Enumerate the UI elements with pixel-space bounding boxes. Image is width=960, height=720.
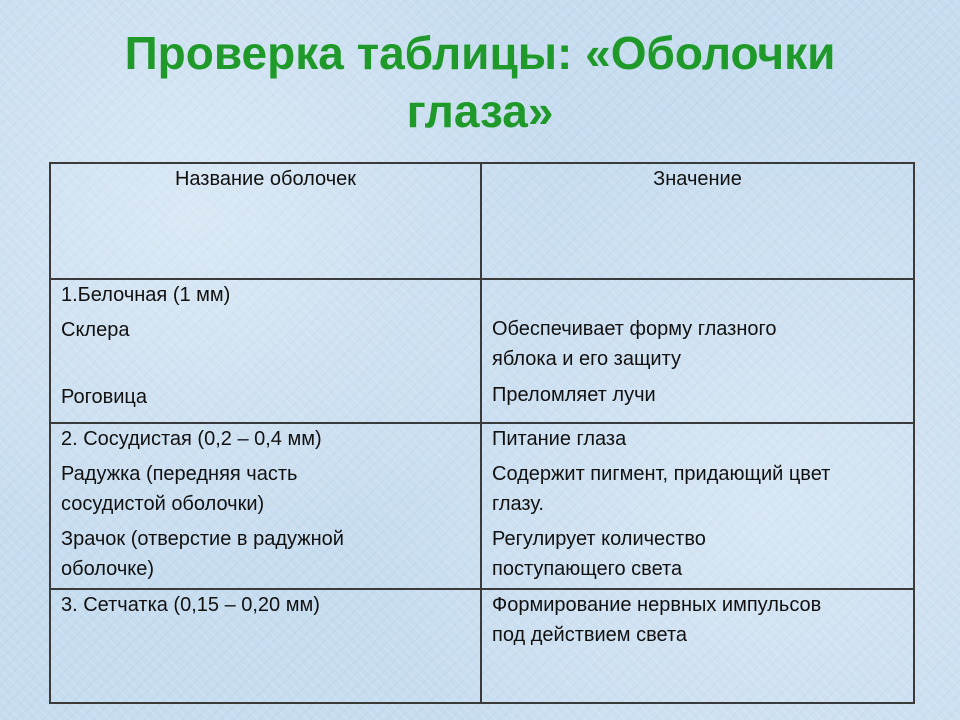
table-row-retina: [50, 589, 914, 703]
row1-sclera-label: Склера: [61, 319, 130, 341]
row2-pupil-meaning-line1: Регулирует количество: [492, 528, 706, 550]
row3-membrane-title: 3. Сетчатка (0,15 – 0,20 мм): [61, 594, 320, 616]
row3-membrane-cell: [50, 589, 481, 703]
row1-sclera-meaning-line1: Обеспечивает форму глазного: [492, 318, 777, 340]
row1-sclera-meaning-line2: яблока и его защиту: [492, 348, 681, 370]
row1-membrane-title: 1.Белочная (1 мм): [61, 284, 231, 306]
slide-title: [0, 24, 960, 140]
row2-iris-meaning-line1: Содержит пигмент, придающий цвет: [492, 463, 831, 485]
row2-membrane-title: 2. Сосудистая (0,2 – 0,4 мм): [61, 428, 322, 450]
table-row-choroid: [50, 423, 914, 589]
row3-meaning-line2: под действием света: [492, 624, 688, 646]
row3-meaning-line1: Формирование нервных импульсов: [492, 594, 822, 616]
row2-iris-line1: Радужка (передняя часть: [61, 463, 298, 485]
slide-title-line-2: глаза»: [406, 85, 554, 137]
row2-pupil-line2: оболочке): [61, 558, 155, 580]
header-membrane-name: Название оболочек: [50, 163, 481, 279]
row3-meaning-cell: [481, 589, 914, 703]
row2-pupil-line1: Зрачок (отверстие в радужной: [61, 528, 344, 550]
table-row-sclera: [50, 279, 914, 423]
row2-membrane-cell: [50, 423, 481, 589]
eye-membranes-table: [49, 162, 915, 704]
table-header-row: [50, 163, 914, 279]
row1-meaning-cell: [481, 279, 914, 423]
header-meaning: Значение: [481, 163, 914, 279]
row2-meaning-cell: [481, 423, 914, 589]
slide-title-line-1: Проверка таблицы: «Оболочки: [124, 27, 836, 79]
row1-cornea-label: Роговица: [61, 386, 147, 408]
row1-membrane-cell: [50, 279, 481, 423]
row2-nutrition-meaning: Питание глаза: [492, 428, 627, 450]
row2-pupil-meaning-line2: поступающего света: [492, 558, 683, 580]
row1-cornea-meaning: Преломляет лучи: [492, 384, 656, 406]
row2-iris-meaning-line2: глазу.: [492, 493, 544, 515]
row2-iris-line2: сосудистой оболочки): [61, 493, 265, 515]
